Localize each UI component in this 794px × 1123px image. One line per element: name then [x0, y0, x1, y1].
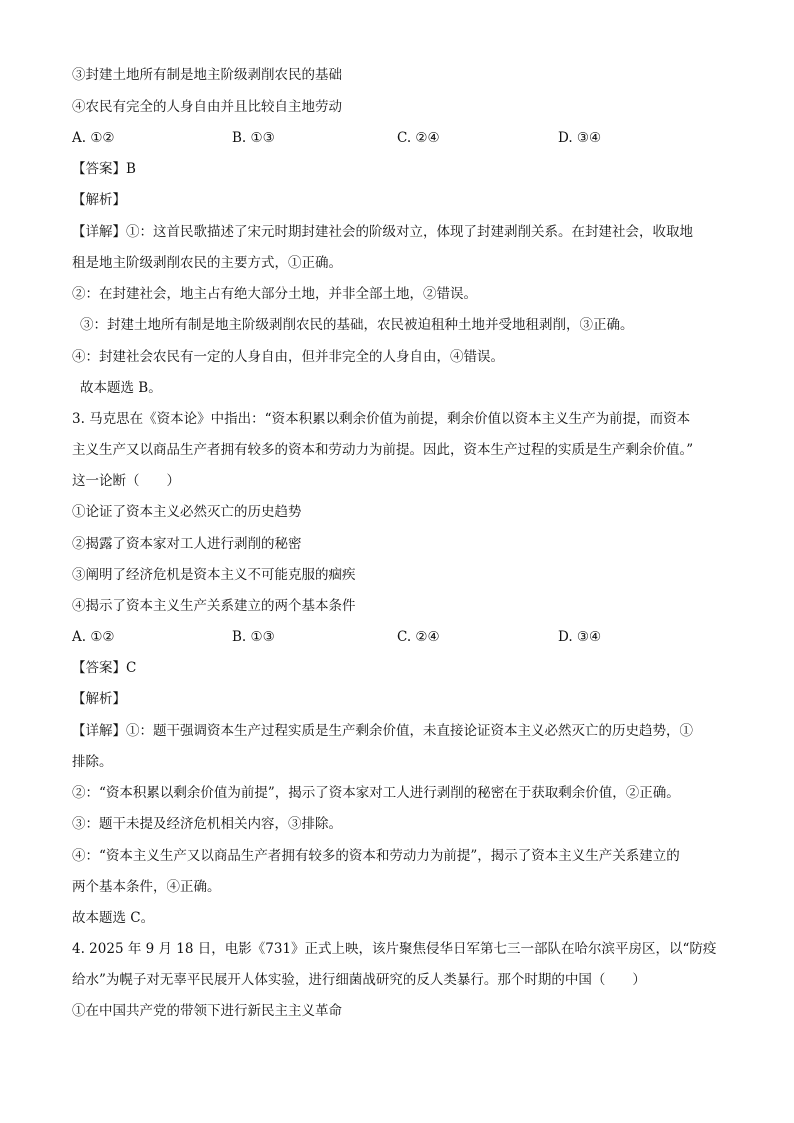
q2-option-a: A. ①②: [72, 130, 115, 146]
q2-option-c: C. ②④: [397, 130, 440, 146]
q3-detail-1: 【详解】①：题干强调资本生产过程实质是生产剩余价值，未直接论证资本主义必然灭亡的历史趋势，①: [72, 723, 693, 739]
q2-option-b: B. ①③: [232, 130, 275, 146]
q3-stem-2: 主义生产又以商品生产者拥有较多的资本和劳动力为前提。因此，资本生产过程的实质是生产剩余价值。”: [72, 442, 694, 458]
q2-detail-1-cont: 租是地主阶级剥削农民的主要方式，①正确。: [72, 255, 342, 271]
q3-option-b: B. ①③: [232, 629, 275, 645]
q2-detail-4: ④：封建社会农民有一定的人身自由，但并非完全的人身自由，④错误。: [72, 349, 504, 365]
q3-option-d: D. ③④: [558, 629, 602, 645]
q3-detail-2: ②：“资本积累以剩余价值为前提”，揭示了资本家对工人进行剥削的秘密在于获取剩余价值，②正确。: [72, 785, 680, 801]
q2-answer: 【答案】B: [72, 161, 136, 177]
q3-answer: 【答案】C: [72, 660, 137, 676]
q3-statement-3: ③阐明了经济危机是资本主义不可能克服的痼疾: [72, 567, 356, 583]
q4-statement-1: ①在中国共产党的带领下进行新民主主义革命: [72, 1003, 342, 1019]
q2-analysis-label: 【解析】: [72, 192, 126, 208]
q3-statement-2: ②揭露了资本家对工人进行剥削的秘密: [72, 536, 302, 552]
q3-options: [72, 628, 734, 646]
q2-conclusion: 故本题选 B。: [80, 380, 162, 396]
q3-conclusion: 故本题选 C。: [72, 910, 155, 926]
q3-detail-4: ④：“资本主义生产又以商品生产者拥有较多的资本和劳动力为前提”，揭示了资本主义生产关系建立的: [72, 848, 680, 864]
q3-statement-1: ①论证了资本主义必然灭亡的历史趋势: [72, 504, 302, 520]
q4-stem-2: 给水”为幌子对无辜平民展开人体实验，进行细菌战研究的反人类暴行。那个时期的中国（ ）: [72, 972, 646, 988]
q2-option-d: D. ③④: [558, 130, 602, 146]
q3-statement-4: ④揭示了资本主义生产关系建立的两个基本条件: [72, 598, 356, 614]
q3-detail-3: ③：题干未提及经济危机相关内容，③排除。: [72, 816, 342, 832]
q2-detail-2: ②：在封建社会，地主占有绝大部分土地，并非全部土地，②错误。: [72, 286, 477, 302]
q3-analysis-label: 【解析】: [72, 691, 126, 707]
q3-stem-3: 这一论断（ ）: [72, 473, 180, 489]
q2-options: [72, 129, 734, 147]
q2-detail-1: 【详解】①：这首民歌描述了宋元时期封建社会的阶级对立，体现了封建剥削关系。在封建社会，收取地: [72, 224, 693, 240]
q2-detail-3: ③：封建土地所有制是地主阶级剥削农民的基础，农民被迫租种土地并受地租剥削，③正确。: [80, 317, 634, 333]
q3-detail-4-cont: 两个基本条件，④正确。: [72, 879, 221, 895]
q3-stem-1: 3. 马克思在《资本论》中指出：“资本积累以剩余价值为前提，剩余价值以资本主义生产为前提，而资本: [72, 411, 691, 427]
q3-detail-1-cont: 排除。: [72, 754, 113, 770]
q3-option-c: C. ②④: [397, 629, 440, 645]
q2-statement-4: ④农民有完全的人身自由并且比较自主地劳动: [72, 99, 342, 115]
q3-option-a: A. ①②: [72, 629, 115, 645]
q4-stem-1: 4. 2025 年 9 月 18 日，电影《731》正式上映，该片聚焦侵华日军第七三一部队在哈尔滨平房区，以“防疫: [72, 941, 717, 957]
q2-statement-3: ③封建土地所有制是地主阶级剥削农民的基础: [72, 67, 342, 83]
